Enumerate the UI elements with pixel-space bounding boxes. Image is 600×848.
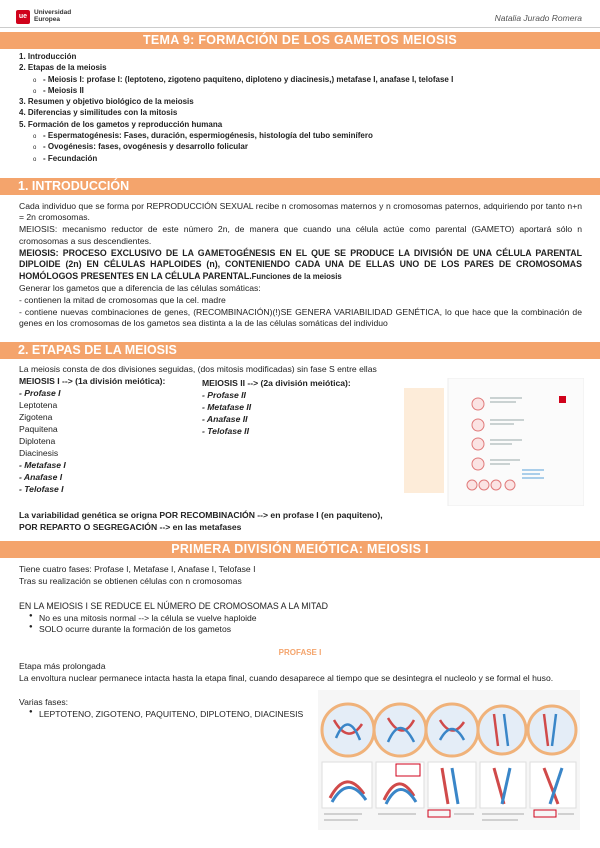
toc-subitem: o - Fecundación <box>33 153 98 163</box>
logo-line-1: Universidad <box>34 9 72 17</box>
meiosis-ii-list <box>202 378 351 438</box>
profase-line-3: Varias fases: <box>19 697 69 707</box>
meiosis-i-list <box>19 376 165 496</box>
phase-item: - Profase I <box>19 388 61 398</box>
table-of-contents <box>19 52 453 165</box>
phase-item: Leptotena <box>19 400 58 410</box>
phase-item: - Anafase II <box>202 414 248 424</box>
meiosis-ii-heading: MEIOSIS II --> (2a división meiótica): <box>202 378 351 388</box>
paragraph: - contienen la mitad de cromosomas que la cel. madre <box>19 295 226 306</box>
phase-item: - Anafase I <box>19 472 63 482</box>
author-name: Natalia Jurado Romera <box>494 13 582 23</box>
meiosis-i-heading: MEIOSIS I --> (1a división meiótica): <box>19 376 166 386</box>
toc-item: 3. Resumen y objetivo biológico de la meiosis <box>19 97 194 107</box>
figure-marker <box>559 396 566 403</box>
definition-paragraph: MEIOSIS: PROCESO EXCLUSIVO DE LA GAMETOGÉNESIS EN EL QUE SE PRODUCE LA DIVISIÓN DE UNA CÉLULA PARENTAL DIPLOIDE (2n) EN CÉLULAS HAPLOIDES (n), CONTENIENDO CADA UNA DE ELLAS UNO DE LOS PARES DE CROMOSOMAS HOMÓLOGOS PRESENTES EN LA CÉLULA PARENTAL.Funciones de la meiosis <box>19 247 582 281</box>
phase-item: - Telofase II <box>202 426 249 436</box>
logo-mark: ue <box>16 10 30 24</box>
paragraph: Generar los gametos que a diferencia de las células somáticas: <box>19 282 261 293</box>
meiosis-i-line-1: Tiene cuatro fases: Profase I, Metafase I, Anafase I, Telofase I <box>19 564 256 574</box>
paragraph: MEIOSIS: mecanismo reductor de este número 2n, de manera que cuando una célula actúe como parental (GAMETO) aportará sólo n cromosomas a sus descendientes. <box>19 224 582 246</box>
toc-item: 1. Introducción <box>19 52 77 61</box>
toc-subitem: o - Espermatogénesis: Fases, duración, espermiogénesis, histología del tubo seminífero <box>33 131 373 141</box>
figure-side-panel <box>404 388 444 493</box>
bullet-item: ● LEPTOTENO, ZIGOTENO, PAQUITENO, DIPLOTENO, DIACINESIS <box>39 709 303 720</box>
toc-item: 2. Etapas de la meiosis <box>19 63 107 73</box>
phase-item: - Profase II <box>202 390 246 400</box>
profase-stages-list <box>29 709 303 720</box>
phase-item: Diplotena <box>19 436 56 446</box>
phase-item: - Telofase I <box>19 484 64 494</box>
variability-line-2: POR REPARTO O SEGREGACIÓN --> en las metafases <box>19 522 242 532</box>
profase-heading: PROFASE I <box>278 648 322 657</box>
toc-subitem: o - Ovogénesis: fases, ovogénesis y desarrollo folicular <box>33 142 248 152</box>
paragraph: Cada individuo que se forma por REPRODUCCIÓN SEXUAL recibe n cromosomas maternos y n cromosomas paternos, adquiriendo por tanto n+n = 2n cromosomas. <box>19 201 582 223</box>
bullet-item: ● No es una mitosis normal --> la célula se vuelve haploide <box>39 613 257 624</box>
bullet-item: ● SOLO ocurre durante la formación de los gametos <box>39 624 257 635</box>
toc-item: 5. Formación de los gametos y reproducción humana <box>19 119 223 129</box>
profase-line-1: Etapa más prolongada <box>19 661 106 671</box>
logo-line-2: Europea <box>34 16 61 23</box>
phase-item: - Metafase I <box>19 460 66 470</box>
section-heading-meiosis-i: PRIMERA DIVISIÓN MEIÓTICA: MEIOSIS I <box>0 541 600 558</box>
etapas-intro: La meiosis consta de dos divisiones seguidas, (dos mitosis modificadas) sin fase S entre ellas <box>19 364 377 374</box>
phase-item: Paquitena <box>19 424 58 434</box>
header-divider <box>0 27 600 28</box>
phase-item: Diacinesis <box>19 448 59 458</box>
university-logo <box>16 10 71 24</box>
section-heading-etapas: 2. ETAPAS DE LA MEIOSIS <box>0 342 600 359</box>
profase-line-2: La envoltura nuclear permanece intacta hasta la etapa final, cuando desaparece al tiempo que se desintegra el nucleolo y se formal el huso. <box>19 673 554 683</box>
toc-subitem: o - Meiosis II <box>33 85 84 95</box>
meiosis-i-line-2: Tras su realización se obtienen células con n cromosomas <box>19 576 242 586</box>
prophase-i-illustration <box>318 690 580 830</box>
reduction-bullets <box>29 613 257 635</box>
phase-item: - Metafase II <box>202 402 252 412</box>
paragraph: - contiene nuevas combinaciones de genes, (RECOMBINACIÓN)(!)SE GENERA VARIABILIDAD GENÉTICA, lo que hace que la combinación de genes en los cromosomas de los gametos sea distinta a la de las células somáticas del individuo <box>19 307 582 329</box>
document-title: TEMA 9: FORMACIÓN DE LOS GAMETOS MEIOSIS <box>0 32 600 49</box>
section-heading-introduccion: 1. INTRODUCCIÓN <box>0 178 600 195</box>
toc-subitem: o - Meiosis I: profase I: (leptoteno, zigoteno paquiteno, diploteno y diacinesis,) metafase I, anafase I, telofase I <box>33 74 454 84</box>
reduction-heading: EN LA MEIOSIS I SE REDUCE EL NÚMERO DE CROMOSOMAS A LA MITAD <box>19 601 328 611</box>
variability-line-1: La variabilidad genética se origna POR RECOMBINACIÓN --> en profase I (en paquiteno), <box>19 510 383 520</box>
intro-body <box>19 201 582 331</box>
phase-item: Zigotena <box>19 412 53 422</box>
toc-item: 4. Diferencias y similitudes con la mitosis <box>19 108 178 118</box>
meiosis-stages-figure <box>404 378 584 506</box>
